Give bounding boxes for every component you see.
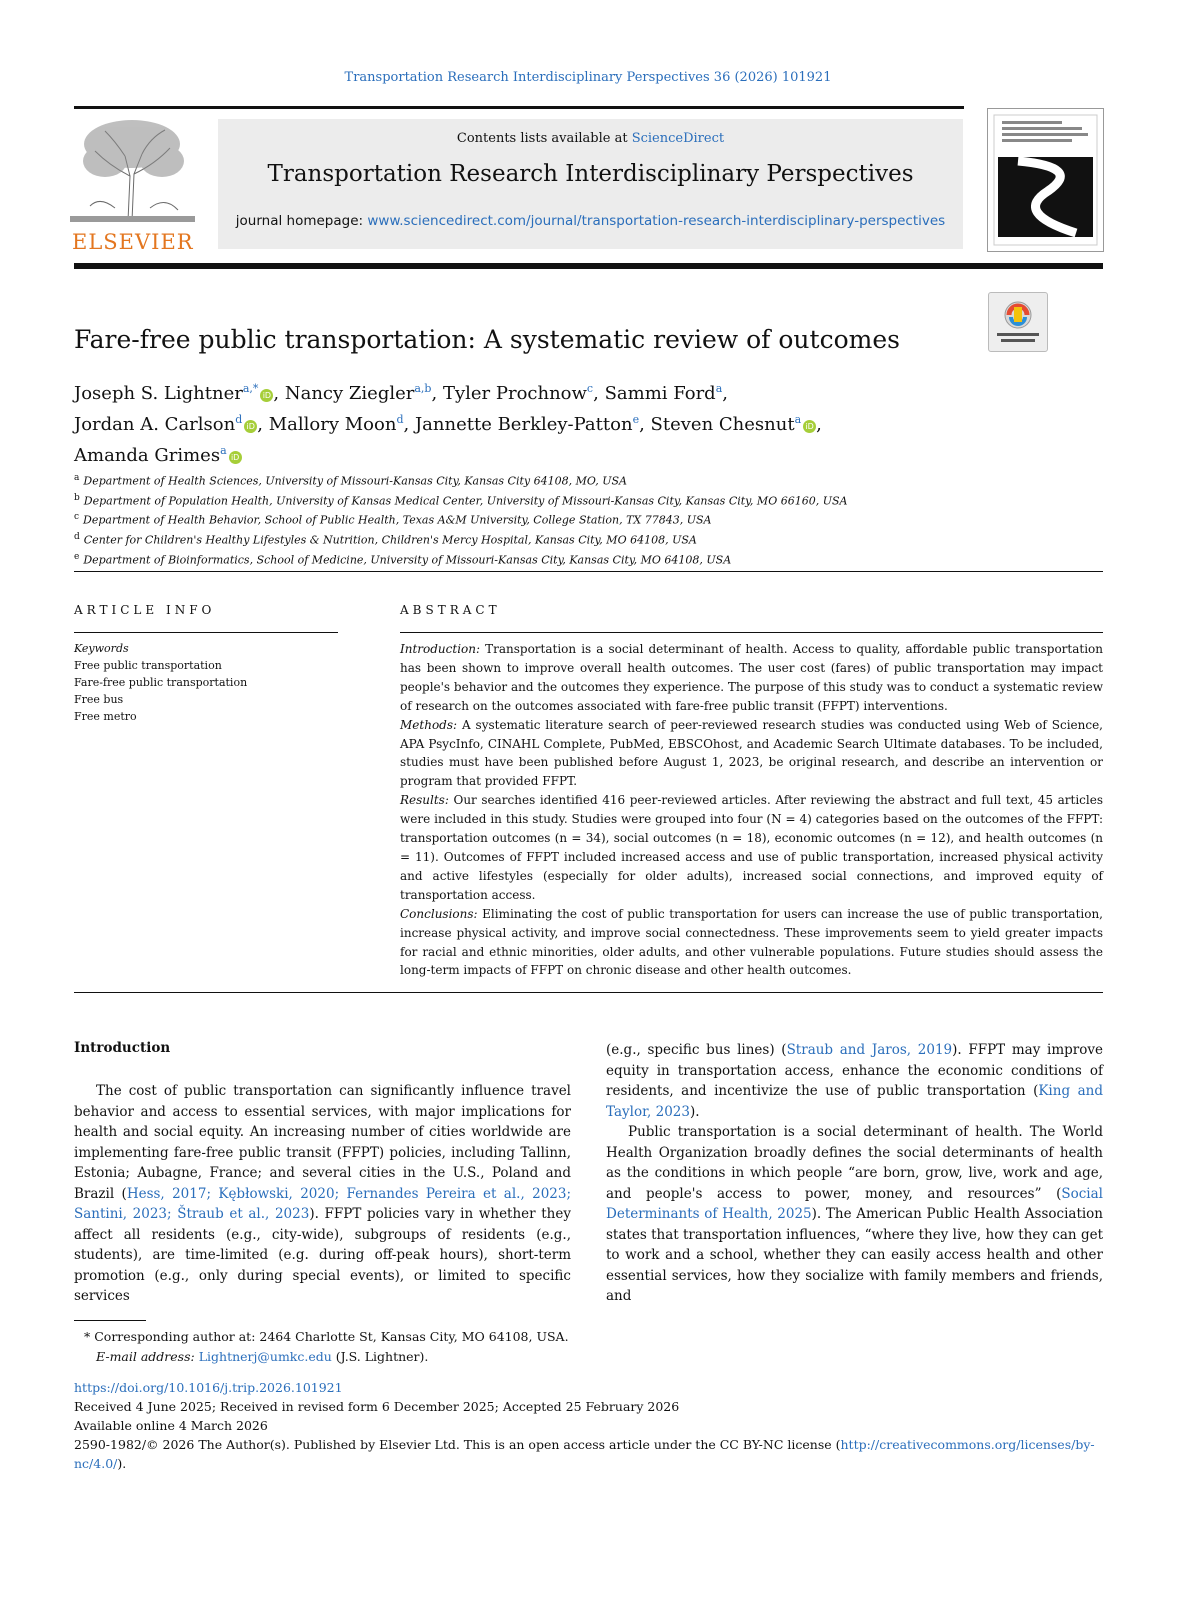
- paragraph: [74, 1081, 571, 1307]
- author-list: [74, 376, 1054, 469]
- author-name: Joseph S. Lightner: [74, 383, 243, 404]
- author-separator: ,: [431, 383, 438, 404]
- author-name: Steven Chesnut: [650, 414, 795, 435]
- affiliation-key: c: [74, 512, 80, 523]
- journal-homepage-link[interactable]: www.sciencedirect.com/journal/transportation-research-interdisciplinary-perspectives: [367, 213, 946, 229]
- author-separator: ,: [593, 383, 599, 404]
- orcid-icon[interactable]: iD: [803, 420, 816, 433]
- corresponding-author-text: Corresponding author at: 2464 Charlotte St, Kansas City, MO 64108, USA.: [90, 1329, 569, 1344]
- author[interactable]: [74, 383, 279, 404]
- affiliation-list: [74, 470, 1074, 568]
- author[interactable]: [651, 414, 822, 435]
- keyword: Free metro: [74, 710, 137, 723]
- abstract-section: [400, 640, 1103, 716]
- author-name: Tyler Prochnow: [442, 383, 587, 404]
- contents-line: [218, 131, 963, 146]
- email-suffix: (J.S. Lightner).: [331, 1349, 429, 1364]
- keyword: Free public transportation: [74, 659, 222, 672]
- author-name: Nancy Ziegler: [284, 383, 415, 404]
- author-separator: ,: [257, 414, 263, 435]
- check-for-updates-icon[interactable]: [988, 292, 1048, 352]
- section-divider: [74, 571, 1103, 572]
- email-label: E-mail address:: [96, 1349, 195, 1364]
- journal-header-box: [218, 119, 963, 249]
- homepage-line: [218, 211, 963, 231]
- paragraph: [606, 1040, 1103, 1122]
- paragraph-text: (e.g., specific bus lines) (: [606, 1042, 787, 1058]
- abstract-section: [400, 791, 1103, 904]
- affiliation-key: b: [74, 492, 80, 503]
- author-affiliation-marker[interactable]: a: [794, 413, 802, 426]
- author[interactable]: [74, 445, 242, 466]
- citation-link[interactable]: Social Determinants of Health, 2025: [606, 1185, 1103, 1222]
- paragraph-text: Public transportation is a social determinant of health. The World Health Organization broadly defines the social determinants of health as the conditions in which people “are born, grow, live, work and age, and people's access to power, money, and resources” (: [606, 1124, 1103, 1202]
- header-rule: [74, 106, 964, 109]
- author[interactable]: [269, 414, 410, 435]
- affiliation-key: a: [74, 473, 80, 483]
- keywords-label: Keywords: [74, 642, 129, 655]
- keyword: Free bus: [74, 693, 124, 706]
- author[interactable]: [605, 383, 728, 404]
- abstract-section-label: Methods:: [400, 717, 458, 732]
- publisher-name: ELSEVIER: [72, 230, 194, 254]
- citation-link[interactable]: Hess, 2017; Kębłowski, 2020; Fernandes Pereira et al., 2023; Santini, 2023; Štraub et al., 2023: [74, 1185, 572, 1222]
- license-text: 2590-1982/© 2026 The Author(s). Published by Elsevier Ltd. This is an open access article under the CC BY-NC license (: [74, 1437, 841, 1452]
- affiliation: [74, 490, 1074, 510]
- body-column-left: [74, 1081, 571, 1307]
- abstract-section-text: Transportation is a social determinant of health. Access to quality, affordable public transportation has been shown to improve overall health outcomes. The user cost (fares) of public transportation may impact people's behavior and the outcomes they experience. The purpose of this study was to conduct a systematic review of research on the outcomes associated with fare-free public transit (FFPT) interventions.: [400, 642, 1103, 713]
- contents-prefix: Contents lists available at: [456, 131, 632, 146]
- section-divider: [74, 992, 1103, 993]
- author-name: Amanda Grimes: [74, 445, 221, 466]
- author-separator: ,: [403, 414, 410, 435]
- license-link[interactable]: http://creativecommons.org/licenses/by-nc/4.0/: [74, 1437, 1095, 1471]
- homepage-label: journal homepage:: [235, 213, 368, 229]
- header-thick-rule: [74, 263, 1103, 269]
- citation-link[interactable]: Straub and Jaros, 2019: [786, 1042, 953, 1058]
- keyword: Fare-free public transportation: [74, 676, 248, 689]
- affiliation: [74, 470, 1074, 490]
- affiliation-key: d: [74, 531, 80, 542]
- affiliation-text: Department of Bioinformatics, School of Medicine, University of Missouri-Kansas City, Kansas City, MO 64108, USA: [83, 553, 732, 567]
- abstract-section-label: Conclusions:: [400, 906, 478, 921]
- footnotes: [84, 1327, 569, 1367]
- citation-link[interactable]: King and Taylor, 2023: [606, 1083, 1103, 1120]
- orcid-icon[interactable]: iD: [229, 451, 242, 464]
- sciencedirect-link[interactable]: ScienceDirect: [631, 131, 725, 146]
- abstract-section: [400, 716, 1103, 792]
- affiliation: [74, 529, 1074, 549]
- license-end: ).: [117, 1456, 127, 1471]
- author-separator: ,: [816, 414, 822, 435]
- keywords-block: [74, 640, 247, 725]
- affiliation-text: Department of Health Sciences, University of Missouri-Kansas City, Kansas City 64108, MO, USA: [83, 474, 627, 488]
- paragraph: [606, 1122, 1103, 1307]
- body-column-right: [606, 1040, 1103, 1307]
- author-separator: ,: [273, 383, 280, 404]
- email-note: [84, 1347, 569, 1367]
- abstract-section-label: Introduction:: [400, 642, 481, 656]
- author-affiliation-marker[interactable]: a,*: [242, 382, 259, 395]
- orcid-icon[interactable]: iD: [260, 389, 273, 402]
- author-affiliation-marker[interactable]: c: [586, 382, 594, 395]
- author-name: Mallory Moon: [268, 414, 397, 435]
- journal-citation-link[interactable]: Transportation Research Interdisciplinary Perspectives 36 (2026) 101921: [344, 70, 832, 85]
- abstract-section-text: Our searches identified 416 peer-reviewed articles. After reviewing the abstract and full text, 45 articles were included in this study. Studies were grouped into four (N = 4) categories based on the outcomes of the FFPT: transportation outcomes (n = 34), social outcomes (n = 18), economic outcomes (n = 12), and health outcomes (n = 11). Outcomes of FFPT included increased access and use of public transportation, increased physical activity and active lifestyles (especially for older adults), increased social connections, and improved equity of transportation access.: [400, 793, 1103, 902]
- journal-title: Transportation Research Interdisciplinary Perspectives: [267, 161, 914, 187]
- author-name: Sammi Ford: [604, 383, 716, 404]
- article-title: Fare-free public transportation: A systematic review of outcomes: [74, 325, 900, 354]
- available-online: Available online 4 March 2026: [74, 1418, 268, 1433]
- affiliation-text: Center for Children's Healthy Lifestyles & Nutrition, Children's Mercy Hospital, Kansas City, MO 64108, USA: [83, 533, 697, 547]
- author-affiliation-marker[interactable]: a: [220, 444, 227, 457]
- affiliation: [74, 549, 1074, 569]
- abstract-body: [400, 640, 1103, 980]
- affiliation-text: Department of Health Behavior, School of Public Health, Texas A&M University, College Station, TX 77843, USA: [83, 513, 712, 527]
- email-link[interactable]: Lightnerj@umkc.edu: [198, 1349, 332, 1364]
- author-name: Jordan A. Carlson: [74, 414, 236, 435]
- article-info-heading: ARTICLE INFO: [74, 603, 216, 617]
- author-separator: ,: [722, 383, 729, 404]
- license-statement: [74, 1435, 1103, 1473]
- author[interactable]: [415, 414, 645, 435]
- article-info-rule: [74, 632, 338, 633]
- corresponding-author-note: [84, 1327, 569, 1347]
- abstract-section: [400, 905, 1103, 981]
- received-dates: Received 4 June 2025; Received in revised form 6 December 2025; Accepted 25 February 2026: [74, 1399, 680, 1414]
- abstract-section-label: Results:: [400, 793, 449, 808]
- doi-link[interactable]: https://doi.org/10.1016/j.trip.2026.101921: [74, 1380, 343, 1395]
- author-affiliation-marker[interactable]: d: [235, 413, 243, 426]
- author[interactable]: [285, 383, 437, 404]
- author-name: Jannette Berkley-Patton: [414, 414, 633, 435]
- author-affiliation-marker[interactable]: d: [396, 413, 404, 426]
- abstract-section-text: Eliminating the cost of public transportation for users can increase the use of public transportation, increase physical activity, and improve social connectedness. These improvements seem to yield greater impacts for racial and ethnic minorities, older adults, and other vulnerable populations. Future studies should assess the long-term impacts of FFPT on chronic disease and other health outcomes.: [400, 906, 1103, 978]
- footnote-mark: *: [84, 1329, 91, 1344]
- author[interactable]: [74, 414, 263, 435]
- footnote-rule: [74, 1320, 146, 1321]
- paragraph-text: The cost of public transportation can significantly influence travel behavior and access to essential services, with major implications for health and social equity. An increasing number of cities worldwide are implementing fare-free public transit (FFPT) policies, including Tallinn, Estonia; Aubagne, France; and several cities in the U.S., Poland and Brazil (: [74, 1083, 571, 1202]
- abstract-rule: [400, 632, 1103, 633]
- orcid-icon[interactable]: iD: [244, 420, 257, 433]
- paragraph-text: ). The American Public Health Association states that transportation influences, “where they live, how they can get to work and a school, whether they can easily access health and other essential services, how they socialize with family members and friends, and: [606, 1206, 1104, 1304]
- paragraph-text: ). FFPT policies vary in whether they affect all residents (e.g., city-wide), subgroups of residents (e.g., students), are time-limited (e.g. during off-peak hours), short-term promotion (e.g., only during special events), or limited to specific services: [74, 1206, 571, 1304]
- paragraph-text: ).: [690, 1103, 700, 1120]
- author-affiliation-marker[interactable]: a: [715, 382, 723, 395]
- introduction-heading: Introduction: [74, 1040, 171, 1056]
- keyword-list: [74, 657, 247, 725]
- publication-info: [74, 1378, 1103, 1473]
- paragraph-text: ). FFPT may improve equity in transportation access, enhance the economic conditions of residents, and incentivize the use of public transportation (: [606, 1042, 1103, 1099]
- author-affiliation-marker[interactable]: a,b: [414, 382, 432, 395]
- abstract-heading: ABSTRACT: [400, 603, 501, 617]
- affiliation-text: Department of Population Health, University of Kansas Medical Center, University of Missouri-Kansas City, Kansas City, MO 66160, USA: [83, 494, 848, 508]
- affiliation: [74, 509, 1074, 529]
- journal-cover-image: [987, 108, 1104, 252]
- author-affiliation-marker[interactable]: e: [632, 413, 640, 426]
- abstract-section-text: A systematic literature search of peer-reviewed research studies was conducted using Web of Science, APA PsycInfo, CINAHL Complete, PubMed, EBSCOhost, and Academic Search Ultimate databases. To be included, studies must have been published before August 1, 2023, be original research, and describe an intervention or program that provided FFPT.: [400, 717, 1103, 789]
- affiliation-key: e: [74, 551, 80, 562]
- author[interactable]: [443, 383, 599, 404]
- author-separator: ,: [639, 414, 645, 435]
